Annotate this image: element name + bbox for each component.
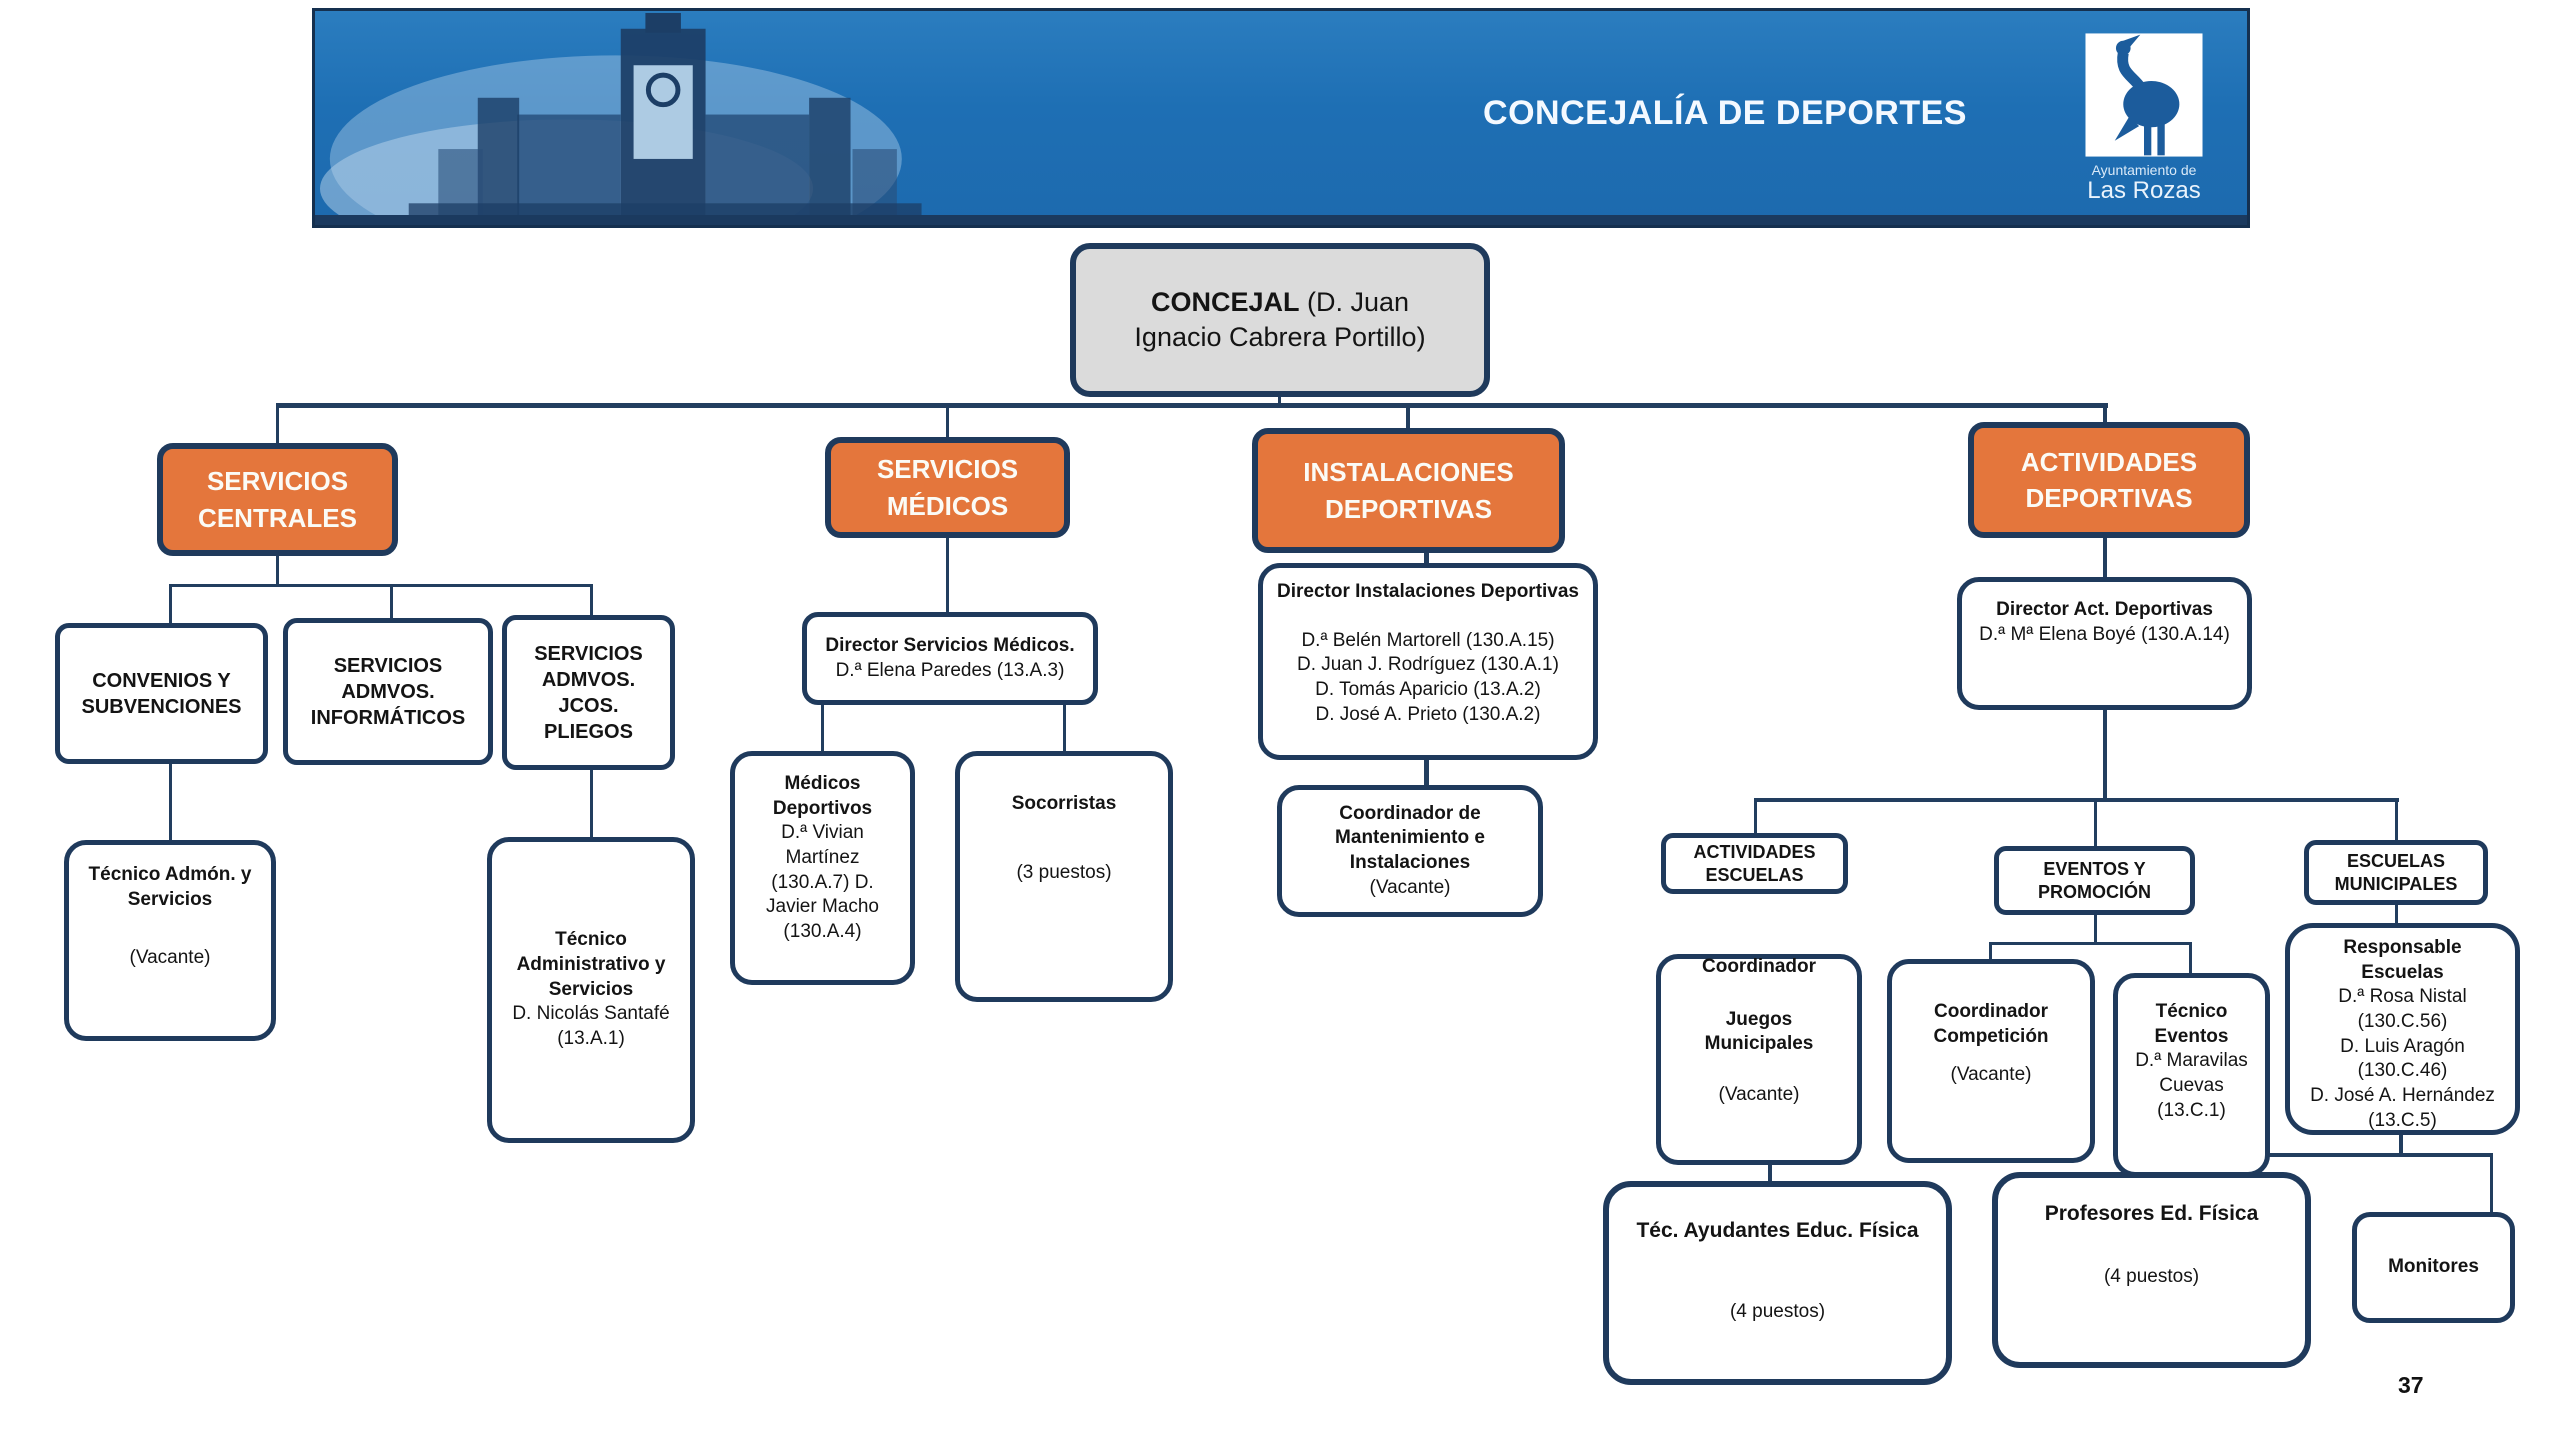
node-detail: (4 puestos)	[2103, 1266, 2200, 1288]
connector	[2395, 802, 2398, 842]
stork-logo-icon	[2083, 31, 2205, 159]
node-title: ACTIVIDADES ESCUELAS	[1693, 842, 1816, 885]
node-director-servicios-medicos	[802, 612, 1098, 705]
node-medicos-deportivos	[730, 751, 915, 985]
connector	[590, 586, 593, 616]
node-tecnico-administrativo-servicios	[487, 837, 695, 1143]
node-title: Técnico Administrativo y Servicios	[516, 929, 666, 1000]
node-title: SERVICIOS MÉDICOS	[876, 454, 1019, 521]
node-title: SERVICIOS ADMVOS. INFORMÁTICOS	[310, 654, 466, 729]
node-tecnico-admon-servicios	[64, 840, 276, 1041]
node-title: INSTALACIONES DEPORTIVAS	[1303, 457, 1514, 524]
las-rozas-logo	[2079, 31, 2209, 216]
node-title: Director Act. Deportivas	[1996, 599, 2213, 620]
node-title: CONVENIOS Y SUBVENCIONES	[81, 669, 242, 718]
node-member: D. Juan J. Rodríguez (130.A.1)	[1297, 654, 1559, 676]
node-detail: (Vacante)	[1718, 1084, 1800, 1106]
node-title: Coordinador Competición	[1933, 1001, 2049, 1047]
connector	[2094, 913, 2097, 944]
node-title: Responsable Escuelas	[2343, 937, 2462, 983]
connector	[2103, 708, 2107, 800]
connector	[1406, 408, 1410, 429]
node-title: CONCEJAL	[1150, 286, 1300, 317]
node-title: Técnico Admón. y Servicios	[88, 864, 252, 910]
connector	[2395, 903, 2398, 925]
node-coordinador-competicion	[1887, 959, 2095, 1163]
node-profesores	[1992, 1172, 2311, 1368]
connector	[2103, 408, 2107, 423]
connector	[276, 408, 279, 444]
node-servicios-admvos-informaticos	[283, 618, 493, 765]
node-title: Monitores	[2388, 1256, 2479, 1278]
node-director-instalaciones	[1258, 563, 1598, 760]
connector	[1063, 703, 1066, 753]
node-title: Socorristas	[1011, 793, 1117, 814]
node-title: Técnico Eventos	[2154, 1001, 2229, 1047]
node-servicios-centrales	[157, 443, 398, 556]
node-title: Profesores Ed. Física	[2044, 1202, 2259, 1225]
connector	[169, 586, 172, 624]
node-title: ESCUELAS MUNICIPALES	[2334, 851, 2458, 894]
node-detail: (Vacante)	[1369, 876, 1451, 898]
node-tecnico-eventos	[2113, 973, 2270, 1177]
connector	[1754, 802, 1757, 835]
node-detail: D.ª Maravilas Cuevas (13.C.1)	[2135, 1050, 2248, 1121]
node-detail: (D. Juan Ignacio Cabrera Portillo)	[1134, 286, 1426, 352]
connector	[2189, 945, 2192, 975]
node-title: Coordinador	[1702, 956, 1816, 977]
node-title: Director Instalaciones Deportivas	[1277, 581, 1579, 602]
node-actividades-deportivas	[1968, 422, 2250, 538]
town-hall-image	[315, 11, 1035, 225]
connector	[276, 403, 2108, 408]
node-coordinador-mantenimiento	[1277, 785, 1543, 917]
node-detail: D.ª Mª Elena Boyé (130.A.14)	[1979, 623, 2230, 645]
node-escuelas-municipales	[2304, 840, 2488, 905]
node-member: D. José A. Prieto (130.A.2)	[1315, 703, 1541, 725]
node-member: D.ª Rosa Nistal (130.C.56)	[2338, 986, 2467, 1033]
node-detail: (Vacante)	[1950, 1064, 2032, 1086]
connector	[1989, 942, 2192, 945]
connector	[2399, 1133, 2403, 1155]
node-socorristas	[955, 751, 1173, 1002]
connector	[169, 762, 172, 842]
banner-bottom-strip	[315, 215, 2247, 225]
node-title: Coordinador de Mantenimiento e Instalaciones	[1335, 802, 1485, 873]
node-coordinador-juegos	[1656, 954, 1862, 1165]
node-detail: D. Nicolás Santafé (13.A.1)	[512, 1003, 670, 1050]
connector	[276, 556, 279, 586]
node-title: SERVICIOS CENTRALES	[198, 466, 357, 533]
node-detail: (3 puestos)	[1016, 861, 1112, 883]
node-member: D. Tomás Aparicio (13.A.2)	[1315, 679, 1541, 701]
node-detail: (Vacante)	[129, 947, 211, 969]
node-subtitle: Juegos Municipales	[1704, 1008, 1814, 1055]
node-monitores	[2352, 1212, 2515, 1323]
logo-caption-line2: Las Rozas	[2087, 177, 2201, 205]
connector	[946, 408, 949, 438]
connector	[590, 768, 593, 839]
connector	[2103, 536, 2107, 579]
node-detail: (4 puestos)	[1729, 1301, 1826, 1323]
node-member: D.ª Belén Martorell (130.A.15)	[1301, 629, 1555, 651]
connector	[821, 703, 824, 753]
node-detail: D.ª Elena Paredes (13.A.3)	[835, 659, 1065, 681]
connector	[1754, 798, 2399, 802]
connector	[1768, 1163, 1772, 1183]
node-tec-ayudantes	[1603, 1181, 1952, 1385]
connector	[946, 537, 949, 614]
node-convenios-subvenciones	[55, 623, 268, 764]
node-servicios-medicos	[825, 437, 1070, 538]
node-instalaciones-deportivas	[1252, 428, 1565, 553]
connector	[169, 584, 593, 587]
connector	[390, 586, 393, 619]
node-title: ACTIVIDADES DEPORTIVAS	[2020, 446, 2198, 513]
node-title: SERVICIOS ADMVOS. JCOS. PLIEGOS	[534, 642, 643, 743]
page-title: CONCEJALÍA DE DEPORTES	[1483, 94, 1967, 132]
node-eventos-promocion	[1994, 846, 2195, 915]
node-detail: D.ª Vivian Martínez (130.A.7) D. Javier Macho (130.A.4)	[766, 822, 879, 943]
connector	[2094, 802, 2097, 848]
connector	[2490, 1157, 2493, 1214]
node-member: D. José A. Hernández (13.C.5)	[2310, 1085, 2495, 1131]
node-actividades-escuelas	[1661, 833, 1848, 894]
node-title: Médicos Deportivos	[772, 773, 873, 819]
connector	[1424, 758, 1429, 787]
node-member: D. Luis Aragón (130.C.46)	[2340, 1035, 2465, 1082]
node-responsable-escuelas	[2285, 923, 2520, 1135]
node-title: EVENTOS Y PROMOCIÓN	[2037, 859, 2151, 902]
node-servicios-admvos-jcos-pliegos	[502, 615, 675, 770]
node-title: Téc. Ayudantes Educ. Física	[1636, 1219, 1919, 1242]
node-title: Director Servicios Médicos.	[825, 634, 1075, 656]
logo-caption-line1: Ayuntamiento de	[2091, 162, 2197, 178]
node-concejal	[1070, 243, 1490, 397]
node-director-actividades	[1957, 577, 2252, 710]
header-banner	[312, 8, 2250, 228]
page-number: 37	[2398, 1372, 2424, 1398]
